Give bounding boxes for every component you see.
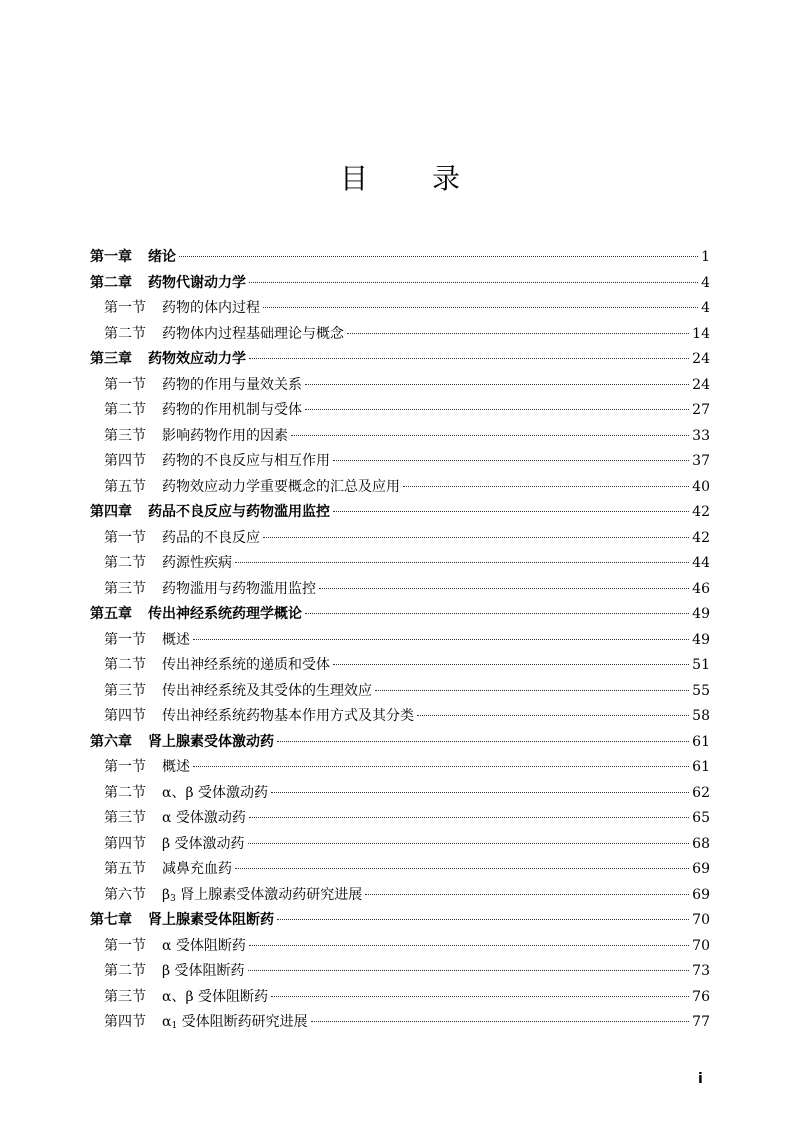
toc-entry-page: 1 <box>701 249 710 265</box>
toc-dot-leader <box>403 485 689 487</box>
toc-dot-leader <box>277 740 689 742</box>
toc-entry-title: 绪论 <box>148 249 176 265</box>
toc-entry-label: 第一节 <box>104 759 146 775</box>
toc-dot-leader <box>291 434 689 436</box>
toc-entry-label: 第二节 <box>104 657 146 673</box>
toc-entry-label: 第二节 <box>104 784 146 801</box>
toc-dot-leader <box>248 842 690 844</box>
toc-entry-title: 药品的不良反应 <box>162 529 260 546</box>
toc-section-entry[interactable] <box>90 959 710 985</box>
toc-entry-title: 药物的作用与量效关系 <box>162 376 302 393</box>
toc-entry-label: 第三节 <box>104 427 146 444</box>
toc-section-entry[interactable] <box>90 653 710 679</box>
toc-section-entry[interactable] <box>90 704 710 730</box>
toc-chapter-entry[interactable] <box>90 347 710 373</box>
toc-entry-label: 第一节 <box>104 376 146 393</box>
toc-entry-page: 27 <box>692 402 710 418</box>
toc-chapter-entry[interactable] <box>90 245 710 271</box>
toc-entry-page: 37 <box>692 453 710 469</box>
toc-dot-leader <box>235 867 689 869</box>
toc-dot-leader <box>365 893 689 895</box>
toc-entry-page: 73 <box>692 963 710 979</box>
toc-entry-label: 第二节 <box>104 963 146 979</box>
toc-entry-page: 69 <box>692 861 710 877</box>
toc-entry-label: 第一节 <box>104 631 146 648</box>
toc-entry-title: α、β 受体激动药 <box>162 784 268 801</box>
toc-section-entry[interactable] <box>90 322 710 348</box>
toc-dot-leader <box>311 1020 690 1022</box>
toc-entry-title: 肾上腺素受体激动药 <box>148 733 274 750</box>
toc-entry-title-subscript: 1 <box>171 1021 178 1031</box>
toc-section-entry[interactable] <box>90 398 710 424</box>
toc-chapter-entry[interactable] <box>90 271 710 297</box>
toc-entry-label: 第一章 <box>90 249 132 265</box>
toc-entry-page: 44 <box>692 555 710 571</box>
toc-entry-title: 药源性疾病 <box>162 555 232 571</box>
toc-entry-page: 76 <box>692 988 710 1005</box>
toc-entry-title: 减鼻充血药 <box>162 861 232 877</box>
toc-entry-title: 传出神经系统药理学概论 <box>148 606 302 622</box>
toc-entry-label: 第四节 <box>104 835 146 852</box>
toc-dot-leader <box>249 281 698 283</box>
toc-entry-page: 24 <box>692 376 710 393</box>
toc-entry-label: 第四节 <box>104 1014 146 1030</box>
toc-section-entry[interactable] <box>90 1010 710 1036</box>
toc-entry-title: 影响药物作用的因素 <box>162 427 288 444</box>
table-of-contents <box>90 245 710 1036</box>
toc-section-entry[interactable] <box>90 679 710 705</box>
toc-dot-leader <box>193 765 689 767</box>
toc-entry-label: 第六节 <box>104 886 146 903</box>
toc-entry-title: β 受体阻断药 <box>162 963 245 979</box>
toc-section-entry[interactable] <box>90 755 710 781</box>
toc-entry-title: 药物效应动力学重要概念的汇总及应用 <box>162 478 400 495</box>
toc-entry-label: 第三节 <box>104 580 146 597</box>
toc-dot-leader <box>271 995 689 997</box>
toc-dot-leader <box>305 612 689 614</box>
toc-entry-label: 第五章 <box>90 606 132 622</box>
toc-entry-title: α 受体阻断药 <box>162 937 246 954</box>
toc-entry-title: 药物的作用机制与受体 <box>162 402 302 418</box>
toc-entry-title: 传出神经系统的递质和受体 <box>162 657 330 673</box>
toc-entry-page: 55 <box>692 682 710 699</box>
toc-entry-label: 第三节 <box>104 988 146 1005</box>
toc-dot-leader <box>248 969 690 971</box>
toc-entry-page: 49 <box>692 606 710 622</box>
toc-entry-page: 42 <box>692 529 710 546</box>
toc-entry-title-rest: 肾上腺素受体激动药研究进展 <box>175 886 363 903</box>
toc-dot-leader <box>375 689 689 691</box>
toc-section-entry[interactable] <box>90 781 710 807</box>
toc-entry-label: 第二章 <box>90 274 132 291</box>
toc-entry-page: 70 <box>692 937 710 954</box>
toc-dot-leader <box>271 791 689 793</box>
toc-dot-leader <box>333 510 689 512</box>
toc-entry-page: 4 <box>701 300 710 316</box>
toc-entry-title: 概述 <box>162 631 190 648</box>
toc-entry-title: 药物代谢动力学 <box>148 274 246 291</box>
toc-chapter-entry[interactable] <box>90 908 710 934</box>
toc-entry-title: 药物体内过程基础理论与概念 <box>162 325 344 342</box>
toc-section-entry[interactable] <box>90 475 710 501</box>
toc-entry-page: 61 <box>692 733 710 750</box>
toc-entry-title: 肾上腺素受体阻断药 <box>148 912 274 928</box>
toc-dot-leader <box>249 944 689 946</box>
title-char-1: 目 <box>339 162 368 195</box>
toc-dot-leader <box>193 638 689 640</box>
toc-entry-page: 77 <box>692 1014 710 1030</box>
toc-chapter-entry[interactable] <box>90 730 710 756</box>
toc-section-entry[interactable] <box>90 857 710 883</box>
toc-section-entry[interactable] <box>90 424 710 450</box>
toc-entry-title-subscript: 3 <box>170 893 176 904</box>
toc-dot-leader <box>249 357 689 359</box>
toc-entry-page: 4 <box>701 274 710 291</box>
toc-entry-label: 第四章 <box>90 504 132 520</box>
toc-entry-page: 68 <box>692 835 710 852</box>
toc-dot-leader <box>347 332 689 334</box>
toc-section-entry[interactable] <box>90 551 710 577</box>
toc-entry-page: 51 <box>692 657 710 673</box>
toc-entry-title: 药物的体内过程 <box>162 300 260 316</box>
page-title <box>0 157 800 197</box>
toc-dot-leader <box>249 816 689 818</box>
toc-entry-label: 第三章 <box>90 351 132 367</box>
toc-dot-leader <box>263 536 689 538</box>
toc-entry-title <box>162 1010 308 1040</box>
toc-entry-page: 42 <box>692 504 710 520</box>
toc-section-entry[interactable] <box>90 628 710 654</box>
toc-entry-page: 58 <box>692 708 710 724</box>
toc-entry-page: 49 <box>692 631 710 648</box>
toc-entry-label: 第五节 <box>104 861 146 877</box>
toc-entry-title: 传出神经系统及其受体的生理效应 <box>162 682 372 699</box>
toc-chapter-entry[interactable] <box>90 500 710 526</box>
toc-section-entry[interactable] <box>90 985 710 1011</box>
toc-entry-title-rest: 受体阻断药研究进展 <box>177 1014 308 1030</box>
toc-entry-title: 药品不良反应与药物滥用监控 <box>148 504 330 520</box>
toc-dot-leader <box>319 587 689 589</box>
toc-section-entry[interactable] <box>90 373 710 399</box>
toc-entry-label: 第四节 <box>104 708 146 724</box>
toc-entry-label: 第六章 <box>90 733 132 750</box>
toc-dot-leader <box>179 255 698 257</box>
toc-entry-label: 第三节 <box>104 682 146 699</box>
toc-entry-title: 药物滥用与药物滥用监控 <box>162 580 316 597</box>
toc-section-entry[interactable] <box>90 883 710 909</box>
toc-entry-title-symbol: β <box>162 886 171 903</box>
toc-dot-leader <box>305 408 689 410</box>
page-number: i <box>698 1071 703 1087</box>
toc-entry-page: 61 <box>692 759 710 775</box>
toc-section-entry[interactable] <box>90 832 710 858</box>
toc-dot-leader <box>235 561 689 563</box>
toc-entry-title: β 受体激动药 <box>162 835 245 852</box>
toc-section-entry[interactable] <box>90 526 710 552</box>
toc-entry-page: 62 <box>692 784 710 801</box>
toc-entry-label: 第五节 <box>104 478 146 495</box>
toc-section-entry[interactable] <box>90 296 710 322</box>
toc-entry-page: 33 <box>692 427 710 444</box>
toc-section-entry[interactable] <box>90 934 710 960</box>
toc-entry-label: 第三节 <box>104 810 146 826</box>
toc-entry-label: 第一节 <box>104 529 146 546</box>
toc-entry-title: α 受体激动药 <box>162 810 246 826</box>
toc-section-entry[interactable] <box>90 806 710 832</box>
toc-entry-page: 65 <box>692 810 710 826</box>
toc-section-entry[interactable] <box>90 577 710 603</box>
toc-entry-label: 第一节 <box>104 937 146 954</box>
toc-entry-title: 传出神经系统药物基本作用方式及其分类 <box>162 708 414 724</box>
toc-dot-leader <box>305 383 689 385</box>
toc-dot-leader <box>333 663 689 665</box>
toc-dot-leader <box>263 306 698 308</box>
toc-entry-page: 40 <box>692 478 710 495</box>
toc-entry-label: 第二节 <box>104 555 146 571</box>
toc-entry-label: 第一节 <box>104 300 146 316</box>
toc-dot-leader <box>333 459 689 461</box>
toc-section-entry[interactable] <box>90 449 710 475</box>
toc-entry-page: 70 <box>692 912 710 928</box>
toc-entry-title: 药物效应动力学 <box>148 351 246 367</box>
toc-entry-label: 第七章 <box>90 912 132 928</box>
toc-entry-label: 第二节 <box>104 402 146 418</box>
toc-entry-title: α、β 受体阻断药 <box>162 988 268 1005</box>
toc-entry-label: 第二节 <box>104 325 146 342</box>
toc-entry-title: 概述 <box>162 759 190 775</box>
toc-chapter-entry[interactable] <box>90 602 710 628</box>
toc-dot-leader <box>277 918 689 920</box>
title-char-2: 录 <box>432 162 461 195</box>
toc-entry-page: 69 <box>692 886 710 903</box>
toc-entry-page: 24 <box>692 351 710 367</box>
toc-dot-leader <box>417 714 689 716</box>
toc-entry-page: 14 <box>692 325 710 342</box>
toc-entry-page: 46 <box>692 580 710 597</box>
toc-entry-label: 第四节 <box>104 453 146 469</box>
toc-entry-title-symbol: α <box>162 1014 172 1030</box>
toc-entry-title: 药物的不良反应与相互作用 <box>162 453 330 469</box>
